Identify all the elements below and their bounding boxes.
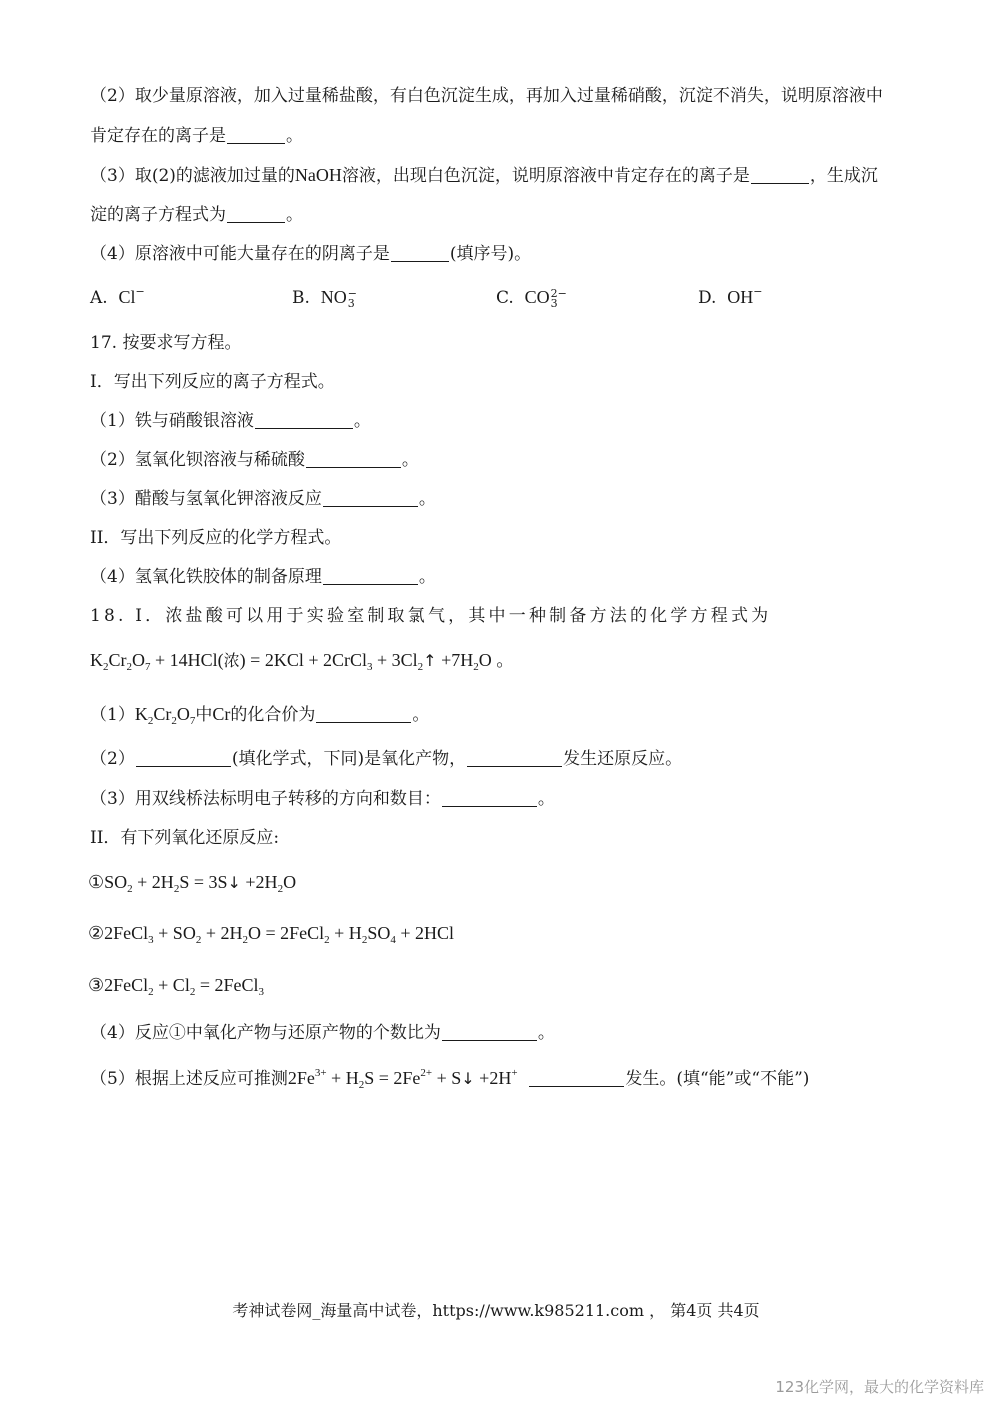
q16-part3-text-a: （3）取(2)的滤液加过量的 <box>90 166 295 186</box>
concentrated-label: 浓 <box>223 651 240 670</box>
q17-item3 <box>90 487 436 511</box>
answer-blank[interactable] <box>227 125 285 144</box>
period: 。 <box>537 789 555 809</box>
answer-blank[interactable] <box>323 488 418 507</box>
ionic-equation: $2Fe^{3+} + H_2S = 2Fe^{2+}$ + S↓ +2H+ <box>287 1067 518 1091</box>
answer-blank[interactable] <box>467 748 562 767</box>
q18-sub2-num: （2） <box>90 749 135 769</box>
q16-part2-text: 肯定存在的离子是 <box>90 126 226 146</box>
q18-sub2-text-b: 发生还原反应。 <box>563 749 683 769</box>
answer-blank[interactable] <box>227 204 285 223</box>
period: 。 <box>286 126 303 146</box>
option-formula: Cl <box>118 287 136 307</box>
answer-blank[interactable] <box>136 748 231 767</box>
period: 。 <box>537 1023 555 1043</box>
option-c[interactable] <box>496 285 567 310</box>
period: 。 <box>418 489 436 509</box>
answer-blank[interactable] <box>442 1022 537 1041</box>
q16-part4-tail: (填序号)。 <box>449 244 532 264</box>
q17-part1-heading: I．写出下列反应的离子方程式。 <box>90 372 335 392</box>
q17-item4-text: （4）氢氧化铁胶体的制备原理 <box>90 567 322 587</box>
period: 。 <box>496 650 515 670</box>
answer-blank[interactable] <box>391 243 449 262</box>
q16-part3-line1 <box>90 163 878 188</box>
reaction-3: ③2FeCl$_2$ + $Cl_2$ = 2FeCl$_3$ <box>88 975 264 998</box>
answer-blank[interactable] <box>323 566 418 585</box>
q16-part3-line2 <box>90 203 303 227</box>
reaction-2: ②2FeCl$_3$ + $SO_2 + 2H_2O$ = 2FeCl$_2$ + $H_2SO_4 + 2HCl$ <box>88 923 454 946</box>
q18-sub1 <box>90 702 429 727</box>
option-charge: 2− <box>550 287 567 300</box>
q18-sub5-tail: 发生。(填“能”或“不能”) <box>625 1069 810 1089</box>
option-letter: B. <box>292 288 310 308</box>
q18-sub5-text: （5）根据上述反应可推测 <box>90 1069 288 1089</box>
q16-part2-line2 <box>90 124 303 148</box>
q18-sub2 <box>90 747 682 771</box>
option-subscript: 3 <box>347 297 355 310</box>
q18-sub5 <box>90 1066 809 1091</box>
q17-item3-text: （3）醋酸与氢氧化钾溶液反应 <box>90 489 322 509</box>
period: 。 <box>286 205 303 225</box>
option-charge: − <box>753 285 763 298</box>
option-letter: A. <box>90 288 108 308</box>
period: 。 <box>412 705 430 725</box>
q18-sub4 <box>90 1021 555 1045</box>
period: 。 <box>418 567 436 587</box>
naoh-formula: NaOH <box>294 165 342 185</box>
answer-blank[interactable] <box>529 1068 624 1087</box>
option-letter: C. <box>496 288 514 308</box>
option-formula: CO <box>524 287 550 307</box>
q17-item1 <box>90 409 371 433</box>
option-letter: D. <box>698 288 717 308</box>
q17-title: 17. 按要求写方程。 <box>90 333 242 353</box>
k2cr2o7-formula: $K_2Cr_2O_7$ <box>134 704 196 727</box>
q18-sub2-text: (填化学式，下同)是氧化产物， <box>231 749 467 769</box>
reaction-1: $①SO_2 + 2H_2S$ = 3S↓ $+2H_2O$ <box>88 872 297 895</box>
option-formula: OH <box>727 287 754 307</box>
q18-intro: 18. I．浓盐酸可以用于实验室制取氯气，其中一种制备方法的化学方程式为 <box>90 606 772 626</box>
q16-part4-text: （4）原溶液中可能大量存在的阴离子是 <box>90 244 390 264</box>
period: 。 <box>353 411 371 431</box>
q18-main-equation: $K_2Cr_2O_7 + 14HCl$(浓) = 2KCl + 2CrCl$_3$ + $3Cl_2↑ +7H_2O$ 。 <box>90 650 515 673</box>
answer-blank[interactable] <box>255 410 353 429</box>
q16-part3-text-b: 溶液，出现白色沉淀，说明原溶液中肯定存在的离子是 <box>341 166 750 186</box>
answer-blank[interactable] <box>306 449 401 468</box>
q17-item2-text: （2）氢氧化钡溶液与稀硫酸 <box>90 450 305 470</box>
q17-item2 <box>90 448 419 472</box>
q17-item4 <box>90 565 436 589</box>
option-formula: NO <box>320 287 347 307</box>
q18-part2-heading: II．有下列氧化还原反应: <box>90 828 280 848</box>
option-charge: − <box>347 287 357 300</box>
option-subscript: 3 <box>550 297 558 310</box>
period: 。 <box>401 450 419 470</box>
q18-sub3-text: （3）用双线桥法标明电子转移的方向和数目： <box>90 789 441 809</box>
answer-blank[interactable] <box>442 788 537 807</box>
q18-sub1-text-b: 的化合价为 <box>230 705 316 725</box>
answer-blank[interactable] <box>316 704 411 723</box>
option-a[interactable] <box>90 285 145 310</box>
q16-part3-text-c: ，生成沉 <box>809 166 878 186</box>
cr-symbol: Cr <box>212 704 231 724</box>
page-footer: 考神试卷网_海量高中试卷，https://www.k985211.com ， 第4页 共4页 <box>232 1301 760 1320</box>
q18-sub1-num: （1） <box>90 705 135 725</box>
answer-blank[interactable] <box>751 165 809 184</box>
option-b[interactable] <box>292 285 357 310</box>
q18-sub4-text: （4）反应①中氧化产物与还原产物的个数比为 <box>90 1023 441 1043</box>
q18-sub1-text: 中 <box>195 705 213 725</box>
q16-part2-line1: （2）取少量原溶液，加入过量稀盐酸，有白色沉淀生成，再加入过量稀硝酸，沉淀不消失，说明原溶液中 <box>90 86 883 106</box>
q17-item1-text: （1）铁与硝酸银溶液 <box>90 411 254 431</box>
option-d[interactable] <box>698 285 762 310</box>
q17-part2-heading: II．写出下列反应的化学方程式。 <box>90 528 342 548</box>
q18-sub3 <box>90 787 555 811</box>
reaction-2-number: ② <box>88 923 105 943</box>
q16-part4-line <box>90 242 531 266</box>
q16-part3-text-d: 淀的离子方程式为 <box>90 205 226 225</box>
reaction-1-number: ① <box>88 872 105 892</box>
watermark: 123化学网，最大的化学资料库 <box>775 1378 984 1396</box>
reaction-3-number: ③ <box>88 975 105 995</box>
option-charge: − <box>135 285 145 298</box>
